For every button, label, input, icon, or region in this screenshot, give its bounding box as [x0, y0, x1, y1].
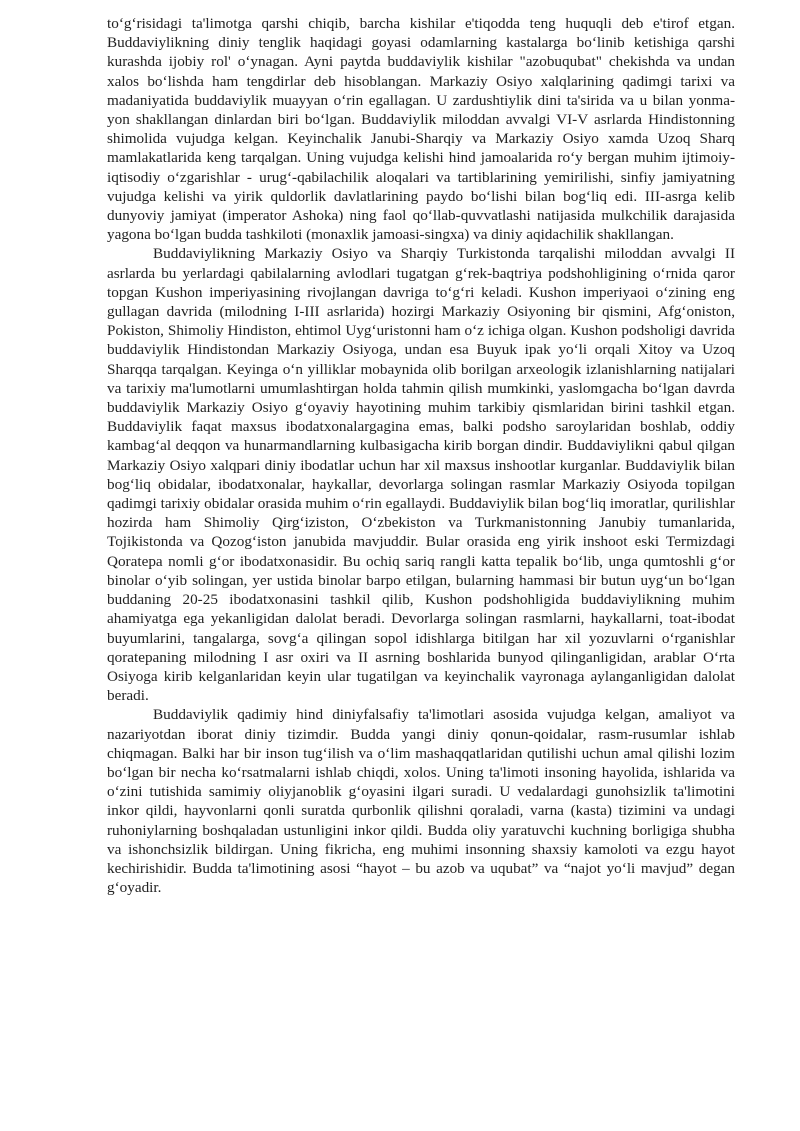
paragraph-3: Buddaviylik qadimiy hind diniyfalsafiy ta'limotlari asosida vujudga kelgan, amaliyot va nazariyotdan iborat diniy tizimdir. Budda yangi diniy qonun-qoidalar, rasm-rusumlar ishlab chiqmagan. Balki har bir inson tug‘ilish va o‘lim mashaqqatlaridan qutilishi uchun amal qilishi lozim bo‘lgan bir necha ko‘rsatmalarni ishlab chiqdi, xolos. Uning ta'limoti insoning hayolida, ishlarida va o‘zini tutishida samimiy oliyjanoblik g‘oyasini ilgari suradi. U vedalardagi gunohsizlik ta'limotini inkor qildi, hayvonlarni qonli suratda qurbonlik qilishni qoraladi, varna (kasta) tizimini va undagi ruhoniylarning boshqaladan ustunligini inkor qildi. Budda oliy yaratuvchi kuchning borligiga shubha va ishonchsizlik bildirgan. Uning fikricha, eng muhimi insonning shaxsiy kamoloti va ezgu hayot kechirishidir. Budda ta'limotining asosi “hayot – bu azob va uqubat” va “najot yo‘li mavjud” degan g‘oyadir.	[107, 706, 735, 897]
paragraph-2: Buddaviylikning Markaziy Osiyo va Sharqiy Turkistonda tarqalishi miloddan avvalgi II asrlarda bu yerlardagi qabilalarning avlodlari tugatgan g‘rek-baqtriya podshohligining o‘rnida qaror topgan Kushon imperiyasining rivojlangan davriga to‘g‘ri keladi. Kushon imperiyaoi o‘zining eng gullagan davrida (milodning I-III asrlarida) hozirgi Markaziy Osiyoning bir qismini, Afg‘oniston, Pokiston, Shimoliy Hindiston, ehtimol Uyg‘uristonni ham o‘z ichiga olgan. Kushon podsholigi davrida buddaviylik Hindistondan Markaziy Osiyoga, undan esa Buyuk ipak yo‘li orqali Xitoy va Uzoq Sharqqa tarqalgan. Keyinga o‘n yilliklar mobaynida olib borilgan arxeologik izlanishlarning natijalari va tarixiy ma'lumotlarni umumlashtirgan holda tahmin qilish mumkinki, yaslomgacha bo‘lgan davrda buddaviylik Markaziy Osiyo g‘oyaviy hayotining muhim tarkibiy qismlaridan birini tashkil etgan. Buddaviylik faqat maxsus ibodatxonalargagina emas, balki podsho saroylaridan boshlab, oddiy kambag‘al deqqon va hunarmandlarning kulbasigacha kirib borgan dindir. Buddaviylikni qabul qilgan Markaziy Osiyo xalqpari diniy ibodatlar uchun har xil maxsus inshootlar kurganlar. Buddaviylik bilan bog‘liq obidalar, ibodatxonalar, haykallar, devorlarga solingan rasmlar Markaziy Osiyoda topilgan qadimgi tarixiy obidalar orasida muhim o‘rin egallaydi. Buddaviylik bilan bog‘liq imoratlar, qurilishlar hozirda ham Shimoliy Qirg‘iziston, O‘zbekiston va Turkmanistonning Janubiy tumanlarida, Tojikistonda va Qozog‘iston janubida mavjuddir. Bular orasida eng yirik inshoot eski Termizdagi Qoratepa nomli g‘or ibodatxonasidir. Bu ochiq sariq rangli katta tepalik bo‘lib, unga qumtoshli g‘or binolar o‘yib solingan, yer ustida binolar barpo etilgan, bularning hammasi bir butun uyg‘un bo‘lgan buddaning 20-25 ibodatxonasini tashkil qilib, Kushon podshohligida buddaviylikning muhim ahamiyatga ega yekanligidan dalolat beradi. Devorlarga solingan rasmlarni, haykallarni, toat-ibodat buyumlarini, tangalarga, sovg‘a qilingan sopol idishlarga bitilgan har xil yozuvlarni o‘rganishlar qoratepaning milodning I asr oxiri va II asrning boshlarida bunyod qilinganligidan, arablar O‘rta Osiyoga kirib kelganlaridan keyin ular tugatilgan va keyinchalik vayronaga aylanganligidan dalolat beradi.	[107, 245, 735, 705]
document-page	[107, 14, 735, 897]
paragraph-1: to‘g‘risidagi ta'limotga qarshi chiqib, barcha kishilar e'tiqodda teng huquqli deb e'tirof etgan. Buddaviylikning diniy tenglik haqidagi goyasi odamlarning kastalarga bo‘linib ketishiga qarshi kurashda ijobiy rol' o‘ynagan. Ayni paytda buddaviylik kishilar "azobuqubat" chekishda va undan xalos bo‘lishda ham tengdirlar deb hisoblangan. Markaziy Osiyo xalqlarining qadimgi tarixi va madaniyatida buddaviylik muayyan o‘rin egallagan. U zardushtiylik dini ta'sirida va u bilan yonma-yon shakllangan dinlardan biri bo‘lgan. Buddaviylik miloddan avvalgi VI-V asrlarda Hindistonning shimolida vujudga kelgan. Keyinchalik Janubi-Sharqiy va Markaziy Osiyo xamda Uzoq Sharq mamlakatlarida keng tarqalgan. Uning vujudga kelishi hind jamoalarida ro‘y bergan muhim ijtimoiy-iqtisodiy o‘zgarishlar - urug‘-qabilachilik aloqalari va tartiblarining yemirilishi, sinfiy jamiyatning vujudga kelishi va yirik quldorlik davlatlarining paydo bo‘lishi bilan bog‘liq edi. III-asrga kelib dunyoviy jamiyat (imperator Ashoka) ning faol qo‘llab-quvvatlashi natijasida mulkchilik darajasida yagona bo‘lgan budda tashkiloti (monaxlik jamoasi-singxa) va diniy aqidachilik shakllangan.	[107, 15, 735, 244]
